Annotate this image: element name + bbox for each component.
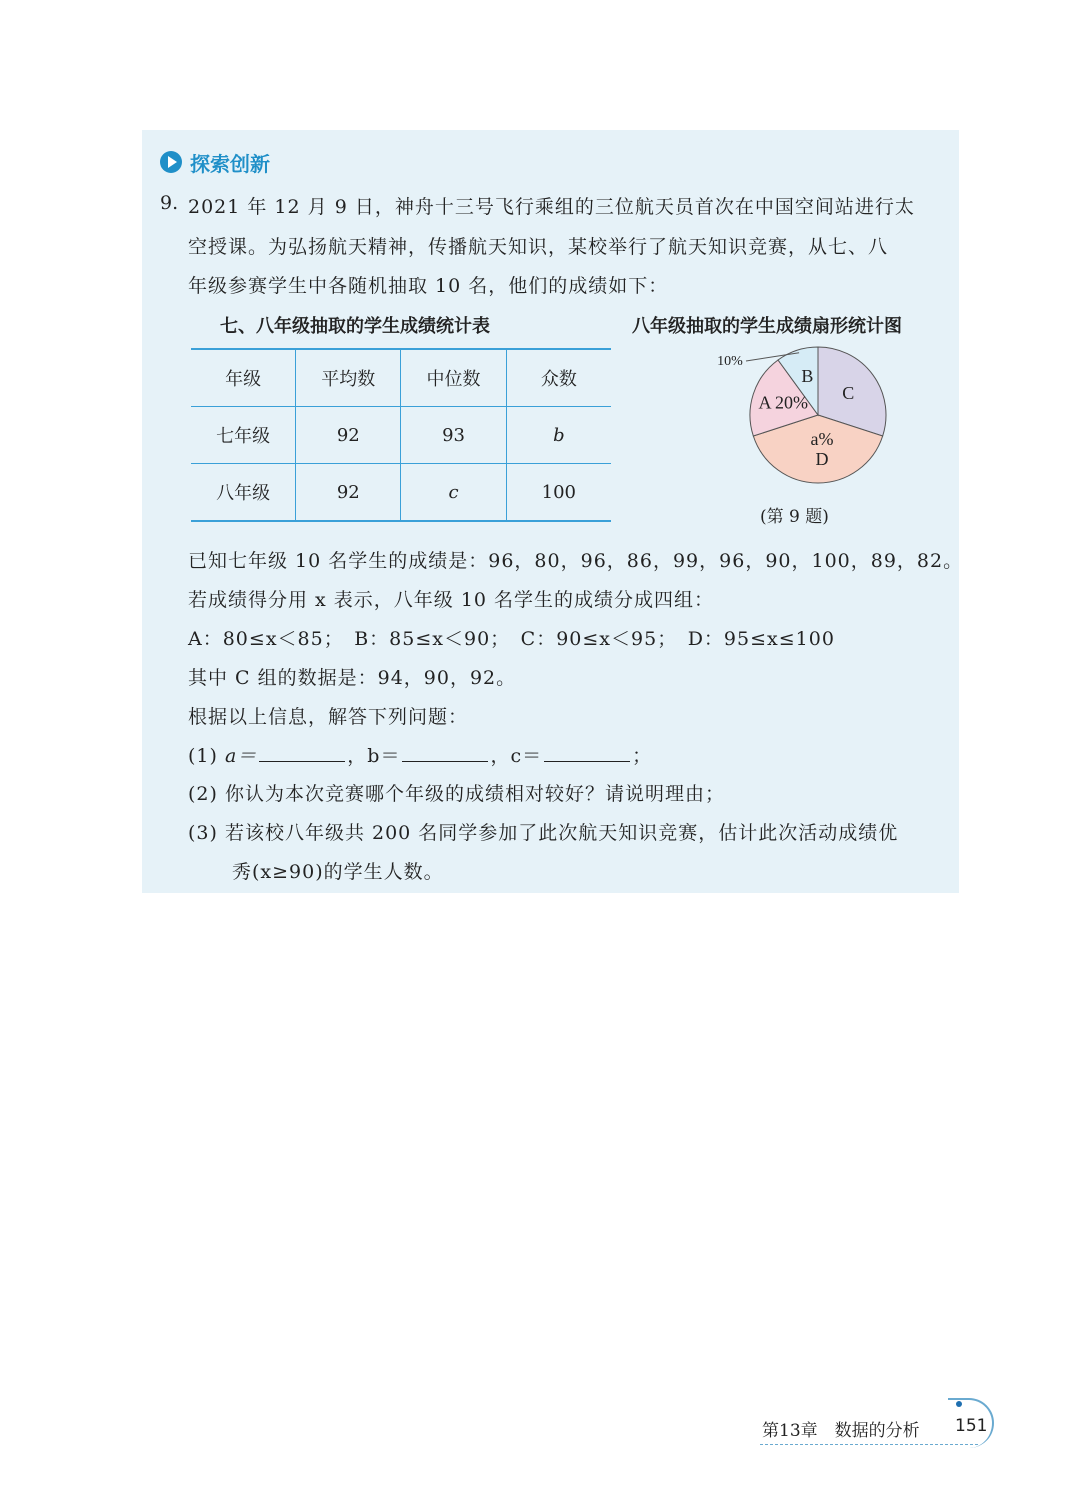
sub-question-3-line-1: (3) 若该校八年级共 200 名同学参加了此次航天知识竞赛，估计此次活动成绩优 [188, 822, 899, 844]
body-line-5: 根据以上信息，解答下列问题： [188, 706, 469, 728]
body-line-4: 其中 C 组的数据是：94，90，92。 [188, 667, 517, 689]
answer-blank-a[interactable] [259, 760, 345, 762]
question-number: 9. [160, 192, 179, 214]
figure-label: (第 9 题) [760, 507, 829, 527]
table-row [191, 407, 611, 464]
body-line-2: 若成绩得分用 x 表示，八年级 10 名学生的成绩分成四组： [188, 589, 715, 611]
sub-q1-c-label: ，c＝ [490, 745, 543, 767]
footer-chapter: 第13章 数据的分析 [762, 1421, 920, 1441]
pie-chart [710, 345, 900, 495]
table-cell: 100 [506, 464, 611, 522]
table-cell: 七年级 [191, 407, 296, 464]
sub-q1-end: ； [632, 745, 653, 767]
footer-dot [956, 1401, 962, 1407]
pie-annotation-label: 10% [717, 354, 743, 369]
intro-line-2: 空授课。为弘扬航天精神，传播航天知识，某校举行了航天知识竞赛，从七、八 [188, 236, 889, 258]
pie-label-a: A 20% [758, 392, 808, 413]
pie-label-c: C [842, 383, 855, 404]
pie-label-b: B [801, 366, 814, 387]
play-arrow-icon [160, 151, 182, 173]
table-title: 七、八年级抽取的学生成绩统计表 [220, 316, 490, 337]
pie-label-d-value: a% [810, 429, 834, 449]
answer-blank-c[interactable] [544, 760, 630, 762]
table-header-cell: 平均数 [296, 349, 401, 407]
body-line-1: 已知七年级 10 名学生的成绩是：96，80，96，86，99，96，90，100，89，82。 [188, 550, 964, 572]
intro-line-1: 2021 年 12 月 9 日，神舟十三号飞行乘组的三位航天员首次在中国空间站进行太 [188, 196, 915, 218]
stats-table [191, 348, 611, 522]
section-header [160, 148, 270, 176]
footer-line [760, 1444, 978, 1445]
table-header-cell: 中位数 [401, 349, 506, 407]
sub-q1-a-label: a＝ [224, 745, 258, 767]
sub-question-2: (2) 你认为本次竞赛哪个年级的成绩相对较好？请说明理由； [188, 783, 725, 805]
sub-question-1 [188, 741, 652, 768]
table-header-cell: 年级 [191, 349, 296, 407]
body-line-3: A：80≤x＜85； B：85≤x＜90； C：90≤x＜95； D：95≤x≤100 [188, 628, 835, 650]
table-cell: b [506, 407, 611, 464]
table-cell: c [401, 464, 506, 522]
table-cell: 93 [401, 407, 506, 464]
table-row [191, 464, 611, 522]
sub-q1-b-label: ，b＝ [347, 745, 401, 767]
table-cell: 92 [296, 464, 401, 522]
pie-chart-svg [710, 345, 900, 495]
section-title: 探索创新 [190, 151, 270, 176]
sub-question-3-line-2: 秀(x≥90)的学生人数。 [232, 861, 444, 883]
pie-title: 八年级抽取的学生成绩扇形统计图 [632, 316, 902, 337]
table-cell: 八年级 [191, 464, 296, 522]
sub-q1-prefix: (1) [188, 745, 218, 767]
answer-blank-b[interactable] [402, 760, 488, 762]
intro-line-3: 年级参赛学生中各随机抽取 10 名，他们的成绩如下： [188, 275, 669, 297]
pie-label-d: D [815, 449, 829, 469]
table-header-cell: 众数 [506, 349, 611, 407]
table-header-row [191, 349, 611, 407]
page-number: 151 [955, 1416, 988, 1436]
table-cell: 92 [296, 407, 401, 464]
